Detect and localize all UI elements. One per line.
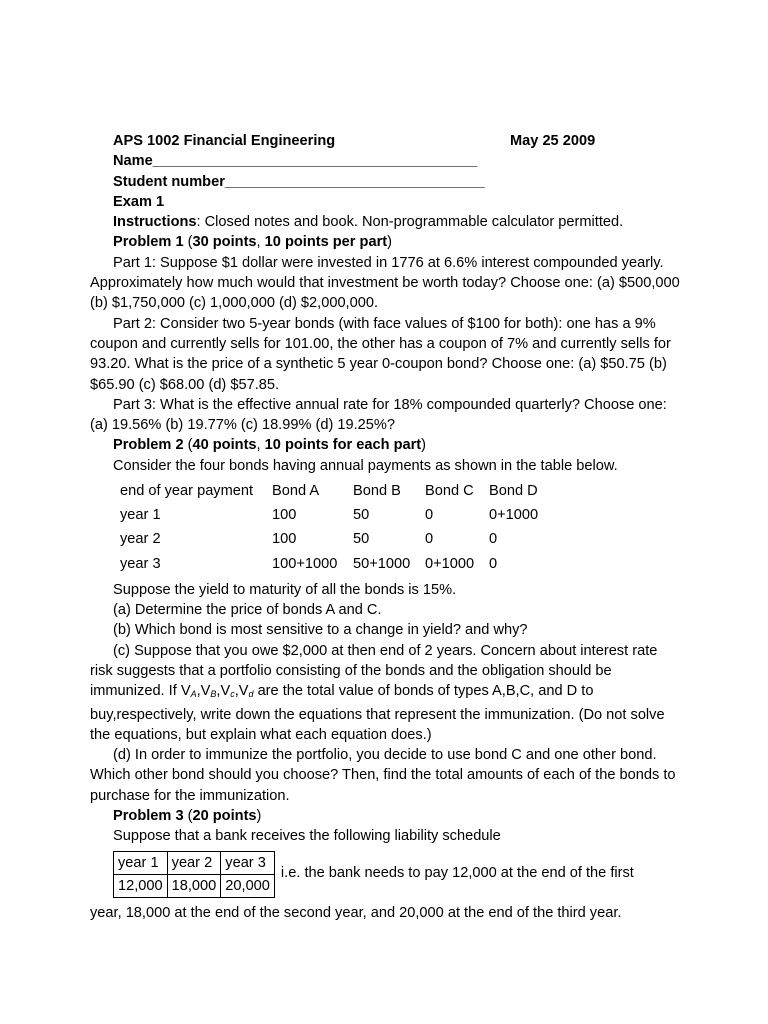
table-cell: 50+1000	[353, 555, 411, 572]
paren-close: )	[387, 234, 392, 251]
liability-explanation: i.e. the bank needs to pay 12,000 at the end of the first	[280, 864, 634, 881]
name-field-label: Name________________________________________	[113, 153, 478, 170]
problem1-per-part: 10 points per part	[264, 234, 388, 251]
liability-continuation: year, 18,000 at the end of the second year, and 20,000 at the end of the third year.	[90, 905, 622, 922]
student-number-label: Student number________________________________	[113, 173, 485, 190]
separator: ,	[256, 437, 265, 454]
paren-close: )	[256, 808, 262, 825]
bond-payments-table	[120, 479, 538, 576]
subscript-b: B	[210, 689, 217, 700]
problem2-per-part: 10 points for each part	[264, 437, 422, 454]
table-header: year 2	[167, 851, 221, 874]
table-row	[114, 874, 275, 897]
problem2-points: 40 points	[192, 437, 257, 454]
table-header: year 3	[221, 851, 275, 874]
part-c-text: are the total value of bonds of types A,B,C, and D to buy,respectively, write down the equations that represent the immunization. (Do not solve the equations, but explain what each equation does.)	[90, 683, 665, 743]
table-header: year 1	[114, 851, 168, 874]
problem3-heading	[90, 806, 680, 826]
table-cell: 0	[425, 531, 434, 548]
table-cell: 100	[272, 507, 297, 524]
problem3-points: 20 points	[192, 808, 257, 825]
table-header: Bond C	[425, 482, 474, 499]
table-cell: 50	[353, 507, 370, 524]
exam-title: Exam 1	[113, 193, 165, 210]
separator: ,	[256, 234, 265, 251]
exam-date: May 25 2009	[510, 133, 596, 149]
table-cell: year 2	[120, 531, 161, 548]
subscript-a: A	[190, 689, 197, 700]
paren-open: (	[183, 808, 193, 825]
problem1-part2: Part 2: Consider two 5-year bonds (with face values of $100 for both): one has a 9% coupon and currently sells for 101.00, the other has a coupon of 7% and currently sells for 93.20. What is the price of a synthetic 5 year 0-coupon bond? Choose one: (a) $50.75 (b) $65.90 (c) $68.00 (d) $57.85.	[90, 315, 671, 393]
problem3-intro: Suppose that a bank receives the following liability schedule	[113, 828, 501, 845]
subscript-d: d	[248, 689, 254, 700]
part-c-text: (c) Suppose that you owe $2,000 at then end of 2 years. Concern about interest rate risk suggests that a portfolio consisting of the bonds and the obligation should be immunized. If	[90, 642, 658, 700]
course-title: APS 1002 Financial Engineering	[113, 133, 336, 149]
problem2-yield: Suppose the yield to maturity of all the bonds is 15%.	[113, 581, 457, 598]
table-cell: 100	[272, 531, 297, 548]
var-v: V	[200, 683, 211, 700]
table-cell: 0+1000	[425, 555, 475, 572]
liability-table	[113, 851, 275, 899]
var-v: V	[238, 683, 249, 700]
liability-block	[113, 851, 680, 899]
paren-close: )	[421, 437, 427, 454]
instructions	[90, 212, 680, 232]
table-header: Bond B	[353, 482, 401, 499]
subscript-c: c	[230, 689, 235, 700]
table-row	[120, 552, 538, 576]
table-cell: 12,000	[114, 874, 168, 897]
table-cell: year 3	[120, 555, 161, 572]
table-row	[120, 527, 538, 551]
table-header: Bond A	[272, 482, 320, 499]
problem2-heading	[90, 435, 680, 455]
comma: ,	[234, 683, 239, 700]
problem2-part-a: (a) Determine the price of bonds A and C.	[113, 602, 382, 619]
table-cell: 50	[353, 531, 370, 548]
problem1-part3: Part 3: What is the effective annual rate for 18% compounded quarterly? Choose one: (a) 19.56% (b) 19.77% (c) 18.99% (d) 19.25%?	[90, 396, 667, 434]
paren-open: (	[183, 437, 193, 454]
paren-open: (	[183, 234, 193, 251]
problem2-intro: Consider the four bonds having annual payments as shown in the table below.	[113, 457, 618, 474]
table-cell: 0+1000	[489, 507, 539, 524]
comma: ,	[216, 683, 221, 700]
table-header: end of year payment	[120, 482, 254, 499]
table-cell: 0	[489, 531, 498, 548]
table-cell: year 1	[120, 507, 161, 524]
table-cell: 18,000	[167, 874, 221, 897]
var-v: V	[220, 683, 231, 700]
problem1-heading	[90, 232, 680, 252]
table-cell: 0	[425, 507, 434, 524]
exam-content	[90, 131, 680, 924]
table-cell: 100+1000	[272, 555, 338, 572]
exam-header	[90, 131, 680, 151]
problem2-title: Problem 2	[113, 437, 184, 454]
instructions-label: Instructions	[113, 214, 197, 231]
table-row	[120, 503, 538, 527]
table-header-row	[120, 479, 538, 503]
table-cell: 20,000	[221, 874, 275, 897]
table-header: Bond D	[489, 482, 538, 499]
problem2-part-c	[90, 641, 680, 745]
problem1-title: Problem 1	[113, 234, 184, 251]
var-v: V	[180, 683, 191, 700]
table-cell: 0	[489, 555, 498, 572]
problem3-title: Problem 3	[113, 808, 184, 825]
problem1-part1: Part 1: Suppose $1 dollar were invested in 1776 at 6.6% interest compounded yearly. Approximately how much would that investment be worth today? Choose one: (a) $500,000 (b) $1,750,000 (c) 1,000,000 (d) $2,000,000.	[90, 254, 680, 312]
comma: ,	[196, 683, 201, 700]
problem2-part-b: (b) Which bond is most sensitive to a change in yield? and why?	[113, 622, 528, 639]
instructions-text: : Closed notes and book. Non-programmable calculator permitted.	[196, 214, 624, 231]
table-header-row	[114, 851, 275, 874]
problem1-points: 30 points	[192, 234, 257, 251]
problem2-part-d: (d) In order to immunize the portfolio, you decide to use bond C and one other bond. Which other bond should you choose? Then, find the total amounts of each of the bonds to purchase for the immunization.	[90, 747, 676, 804]
